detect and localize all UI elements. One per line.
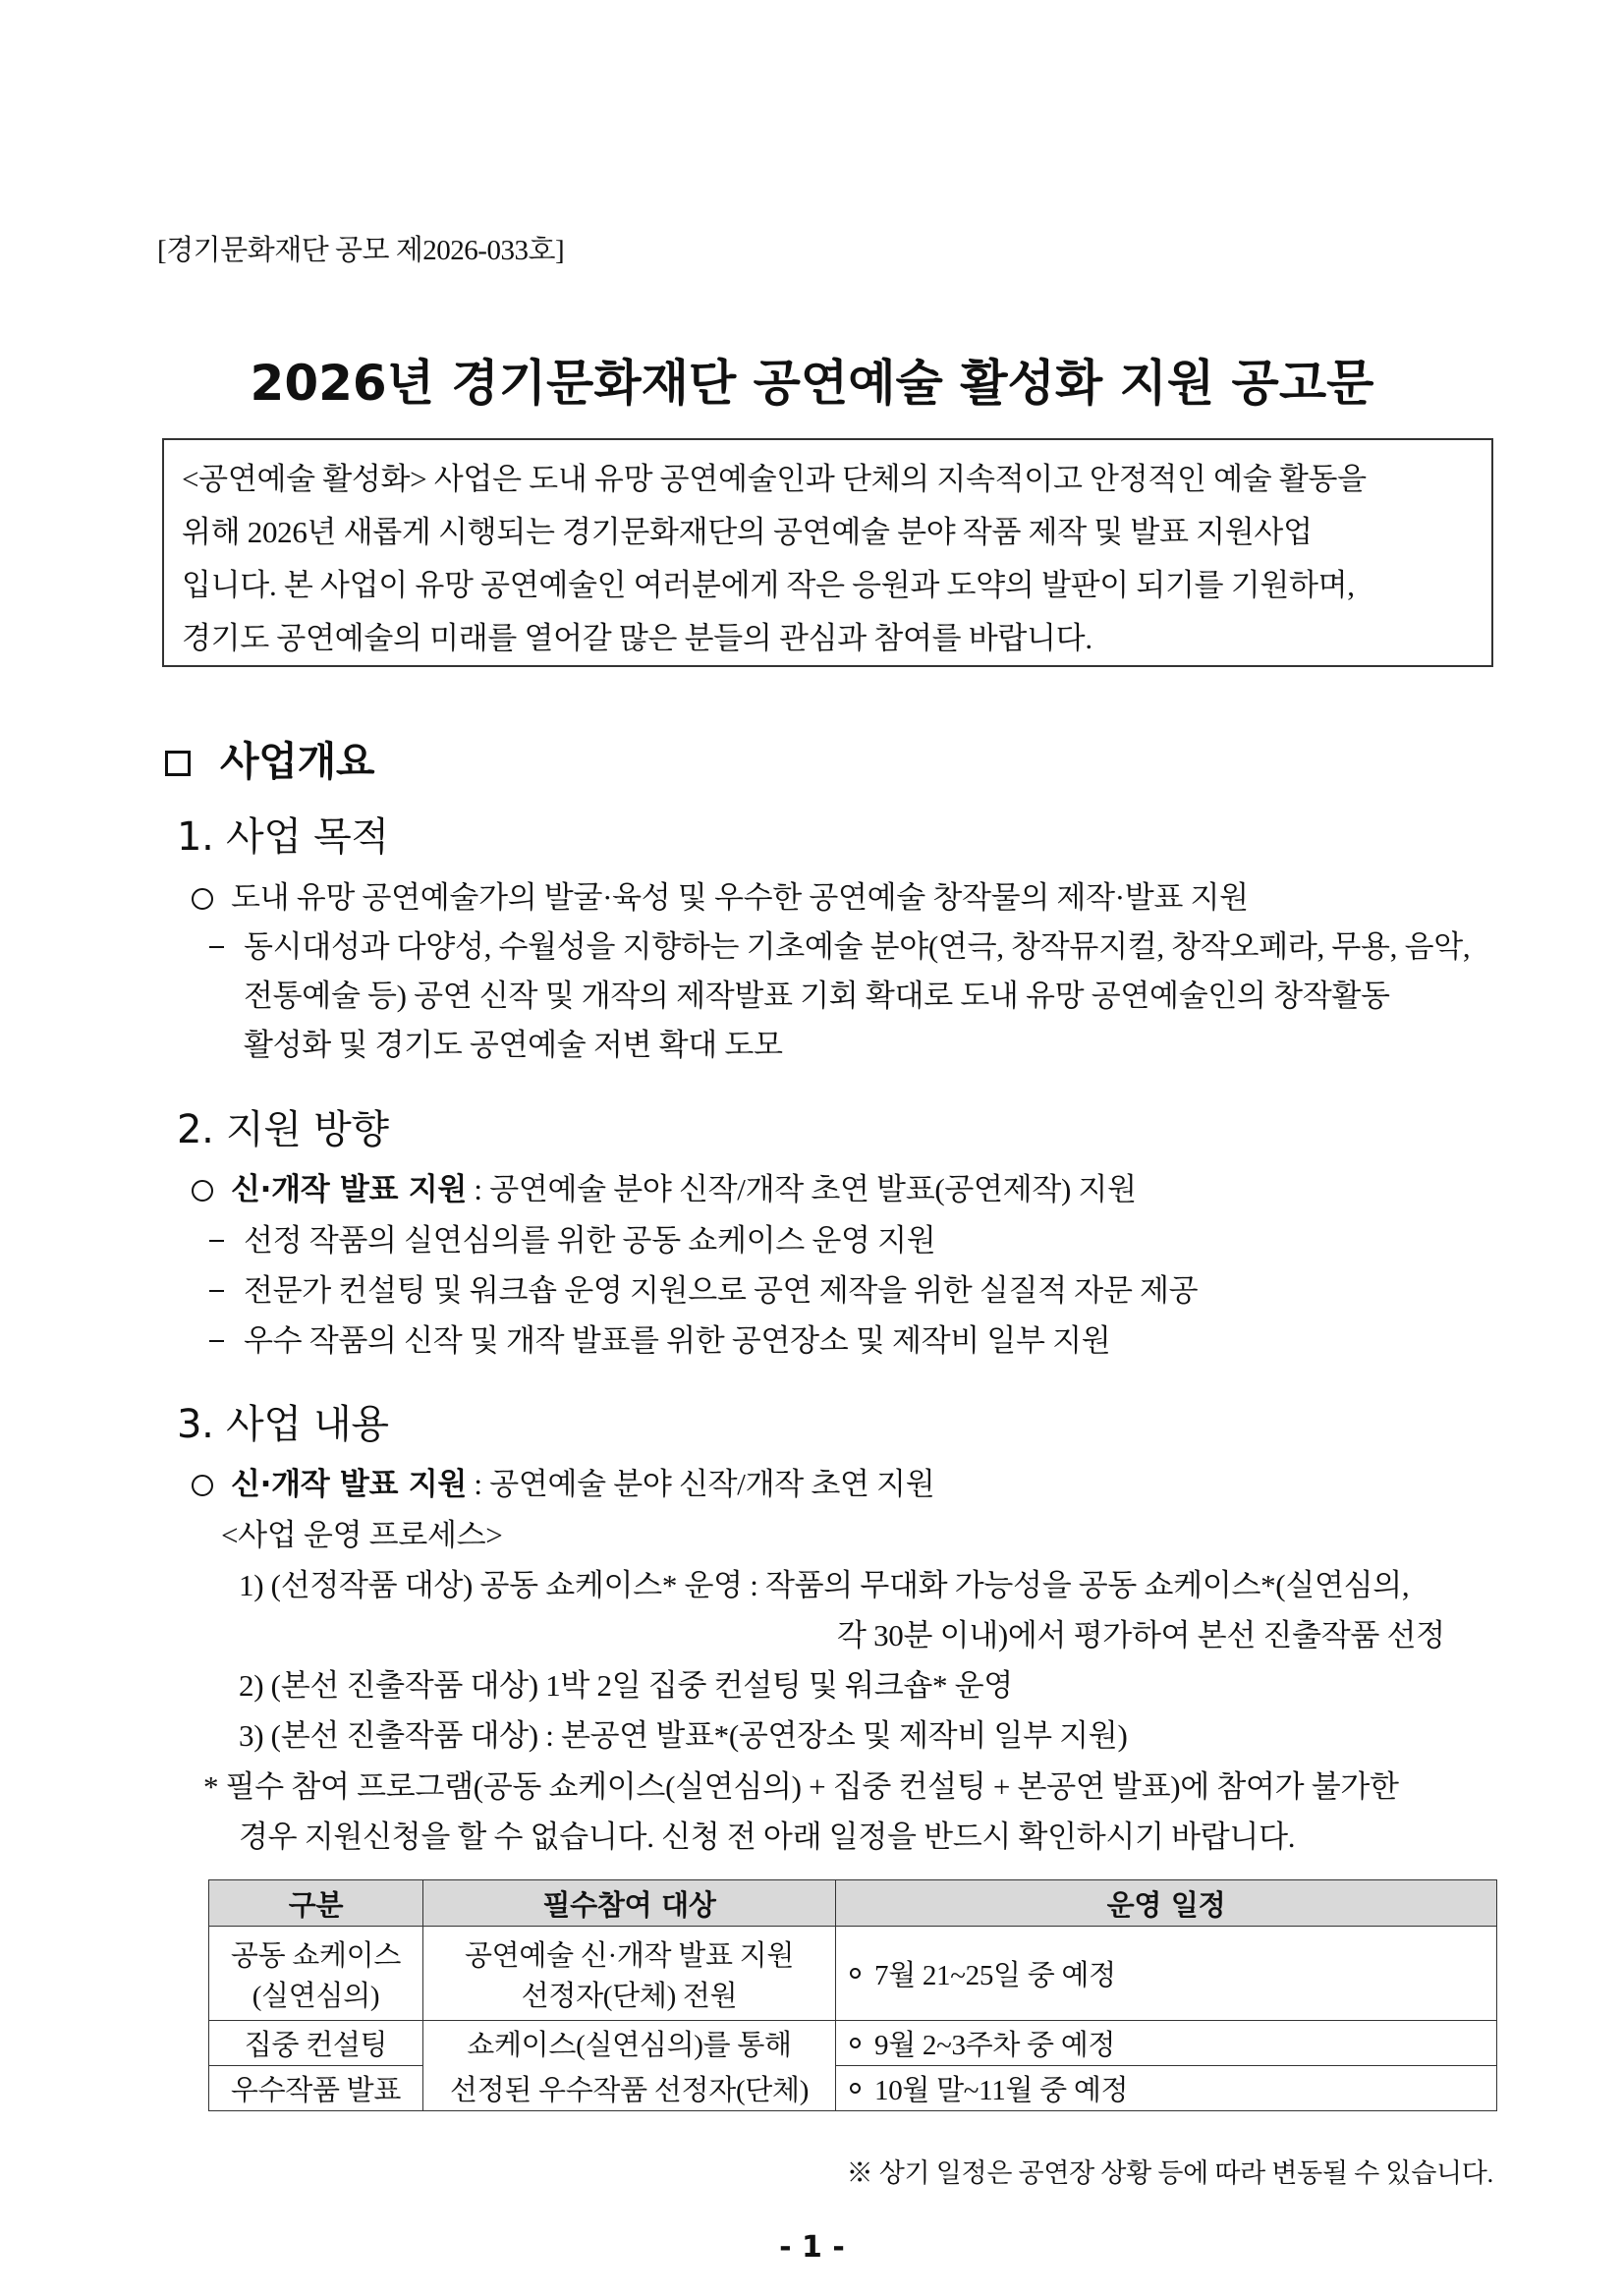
subsection-heading-purpose: 1. 사업 목적 <box>177 814 389 860</box>
process-step-cont: 각 30분 이내)에서 평가하여 본선 진출작품 선정 <box>837 1618 1445 1652</box>
intro-line: <공연예술 활성화> 사업은 도내 유망 공연예술인과 단체의 지속적이고 안정적인 예술 활동을 <box>182 462 1367 496</box>
cell-text: 9월 2~3주차 중 예정 <box>874 2030 1116 2061</box>
purpose-bullet-text: 도내 유망 공연예술가의 발굴·육성 및 우수한 공연예술 창작물의 제작·발표 지원 <box>231 880 1249 915</box>
schedule-table <box>208 1879 1497 2111</box>
table-header-row <box>209 1880 1497 1927</box>
table-row <box>209 2066 1497 2111</box>
table-header: 구분 <box>209 1880 423 1927</box>
requirement-note-cont: 경우 지원신청을 할 수 없습니다. 신청 전 아래 일정을 반드시 확인하시기 바랍니다. <box>239 1820 1296 1854</box>
table-cell-target <box>423 1927 836 2021</box>
cell-text: 공연예술 신·개작 발표 지원 <box>464 1939 795 1972</box>
section-heading <box>165 729 374 787</box>
process-step: 3) (본선 진출작품 대상) : 본공연 발표*(공연장소 및 제작비 일부 지원) <box>239 1718 1128 1753</box>
cell-text: 공동 쇼케이스 <box>230 1939 402 1972</box>
intro-line: 경기도 공연예술의 미래를 열어갈 많은 분들의 관심과 참여를 바랍니다. <box>182 621 1092 655</box>
dash-bullet-icon <box>209 1240 224 1242</box>
direction-dash-text: 선정 작품의 실연심의를 위한 공동 쇼케이스 운영 지원 <box>244 1223 936 1258</box>
purpose-bullet <box>192 872 1249 917</box>
small-circle-icon <box>850 2083 861 2094</box>
table-cell-target: 선정된 우수작품 선정자(단체) <box>423 2066 836 2111</box>
subsection-heading-direction: 2. 지원 방향 <box>177 1107 389 1152</box>
table-cell-date <box>836 1927 1497 2021</box>
page-title: 2026년 경기문화재단 공연예술 활성화 지원 공고문 <box>250 355 1374 412</box>
process-step: 2) (본선 진출작품 대상) 1박 2일 집중 컨설팅 및 워크숍* 운영 <box>239 1668 1013 1703</box>
cell-text: 선정자(단체) 전원 <box>521 1980 738 2012</box>
table-row <box>209 1927 1497 2021</box>
purpose-dash-cont: 활성화 및 경기도 공연예술 저변 확대 도모 <box>244 1028 783 1062</box>
table-row <box>209 2021 1497 2066</box>
intro-box <box>162 438 1493 667</box>
content-bullet-bold: 신·개작 발표 지원 <box>231 1467 467 1502</box>
table-cell-date <box>836 2066 1497 2111</box>
dash-bullet-icon <box>209 946 224 948</box>
circle-bullet-icon <box>192 1180 213 1202</box>
cell-text: 10월 말~11월 중 예정 <box>874 2075 1129 2106</box>
direction-dash <box>209 1265 1198 1310</box>
circle-bullet-icon <box>192 1475 213 1496</box>
cell-text: 7월 21~25일 중 예정 <box>874 1960 1116 1991</box>
intro-line: 위해 2026년 새롭게 시행되는 경기문화재단의 공연예술 분야 작품 제작 및 발표 지원사업 <box>182 515 1313 549</box>
direction-bullet-bold: 신·개작 발표 지원 <box>231 1172 467 1207</box>
purpose-dash-text: 동시대성과 다양성, 수월성을 지향하는 기초예술 분야(연극, 창작뮤지컬, 창작오페라, 무용, 음악, <box>244 929 1471 964</box>
direction-dash-text: 전문가 컨설팅 및 워크숍 운영 지원으로 공연 제작을 위한 실질적 자문 제공 <box>244 1273 1199 1308</box>
intro-line: 입니다. 본 사업이 유망 공연예술인 여러분에게 작은 응원과 도약의 발판이 되기를 기원하며, <box>182 568 1355 602</box>
notice-number: [경기문화재단 공모 제2026-033호] <box>157 235 565 266</box>
square-bullet-icon <box>165 751 191 776</box>
dash-bullet-icon <box>209 1340 224 1342</box>
content-bullet <box>192 1459 934 1503</box>
direction-dash-text: 우수 작품의 신작 및 개작 발표를 위한 공연장소 및 제작비 일부 지원 <box>244 1323 1111 1358</box>
page-number: - 1 - <box>779 2230 845 2265</box>
schedule-footnote: ※ 상기 일정은 공연장 상황 등에 따라 변동될 수 있습니다. <box>846 2158 1493 2188</box>
direction-bullet <box>192 1164 1137 1208</box>
table-cell-category <box>209 1927 423 2021</box>
direction-bullet-text: : 공연예술 분야 신작/개작 초연 발표(공연제작) 지원 <box>466 1172 1137 1206</box>
process-step: 1) (선정작품 대상) 공동 쇼케이스* 운영 : 작품의 무대화 가능성을 공동 쇼케이스*(실연심의, <box>239 1568 1410 1602</box>
table-cell-category: 집중 컨설팅 <box>209 2021 423 2066</box>
table-cell-date <box>836 2021 1497 2066</box>
cell-text: (실연심의) <box>252 1980 380 2012</box>
table-cell-category: 우수작품 발표 <box>209 2066 423 2111</box>
requirement-note: * 필수 참여 프로그램(공동 쇼케이스(실연심의) + 집중 컨설팅 + 본공연 발표)에 참여가 불가한 <box>203 1769 1399 1804</box>
dash-bullet-icon <box>209 1290 224 1292</box>
small-circle-icon <box>850 1968 861 1979</box>
direction-dash <box>209 1316 1110 1360</box>
subsection-heading-content: 3. 사업 내용 <box>177 1402 389 1447</box>
table-cell-target: 쇼케이스(실연심의)를 통해 <box>423 2021 836 2066</box>
small-circle-icon <box>850 2038 861 2048</box>
table-header: 운영 일정 <box>836 1880 1497 1927</box>
content-bullet-text: : 공연예술 분야 신작/개작 초연 지원 <box>466 1467 935 1501</box>
section-heading-text: 사업개요 <box>220 738 375 785</box>
purpose-dash <box>209 922 1470 966</box>
table-header: 필수참여 대상 <box>423 1880 836 1927</box>
circle-bullet-icon <box>192 888 213 910</box>
process-label: <사업 운영 프로세스> <box>221 1518 503 1552</box>
purpose-dash-cont: 전통예술 등) 공연 신작 및 개작의 제작발표 기회 확대로 도내 유망 공연예술인의 창작활동 <box>244 979 1390 1013</box>
direction-dash <box>209 1215 935 1260</box>
